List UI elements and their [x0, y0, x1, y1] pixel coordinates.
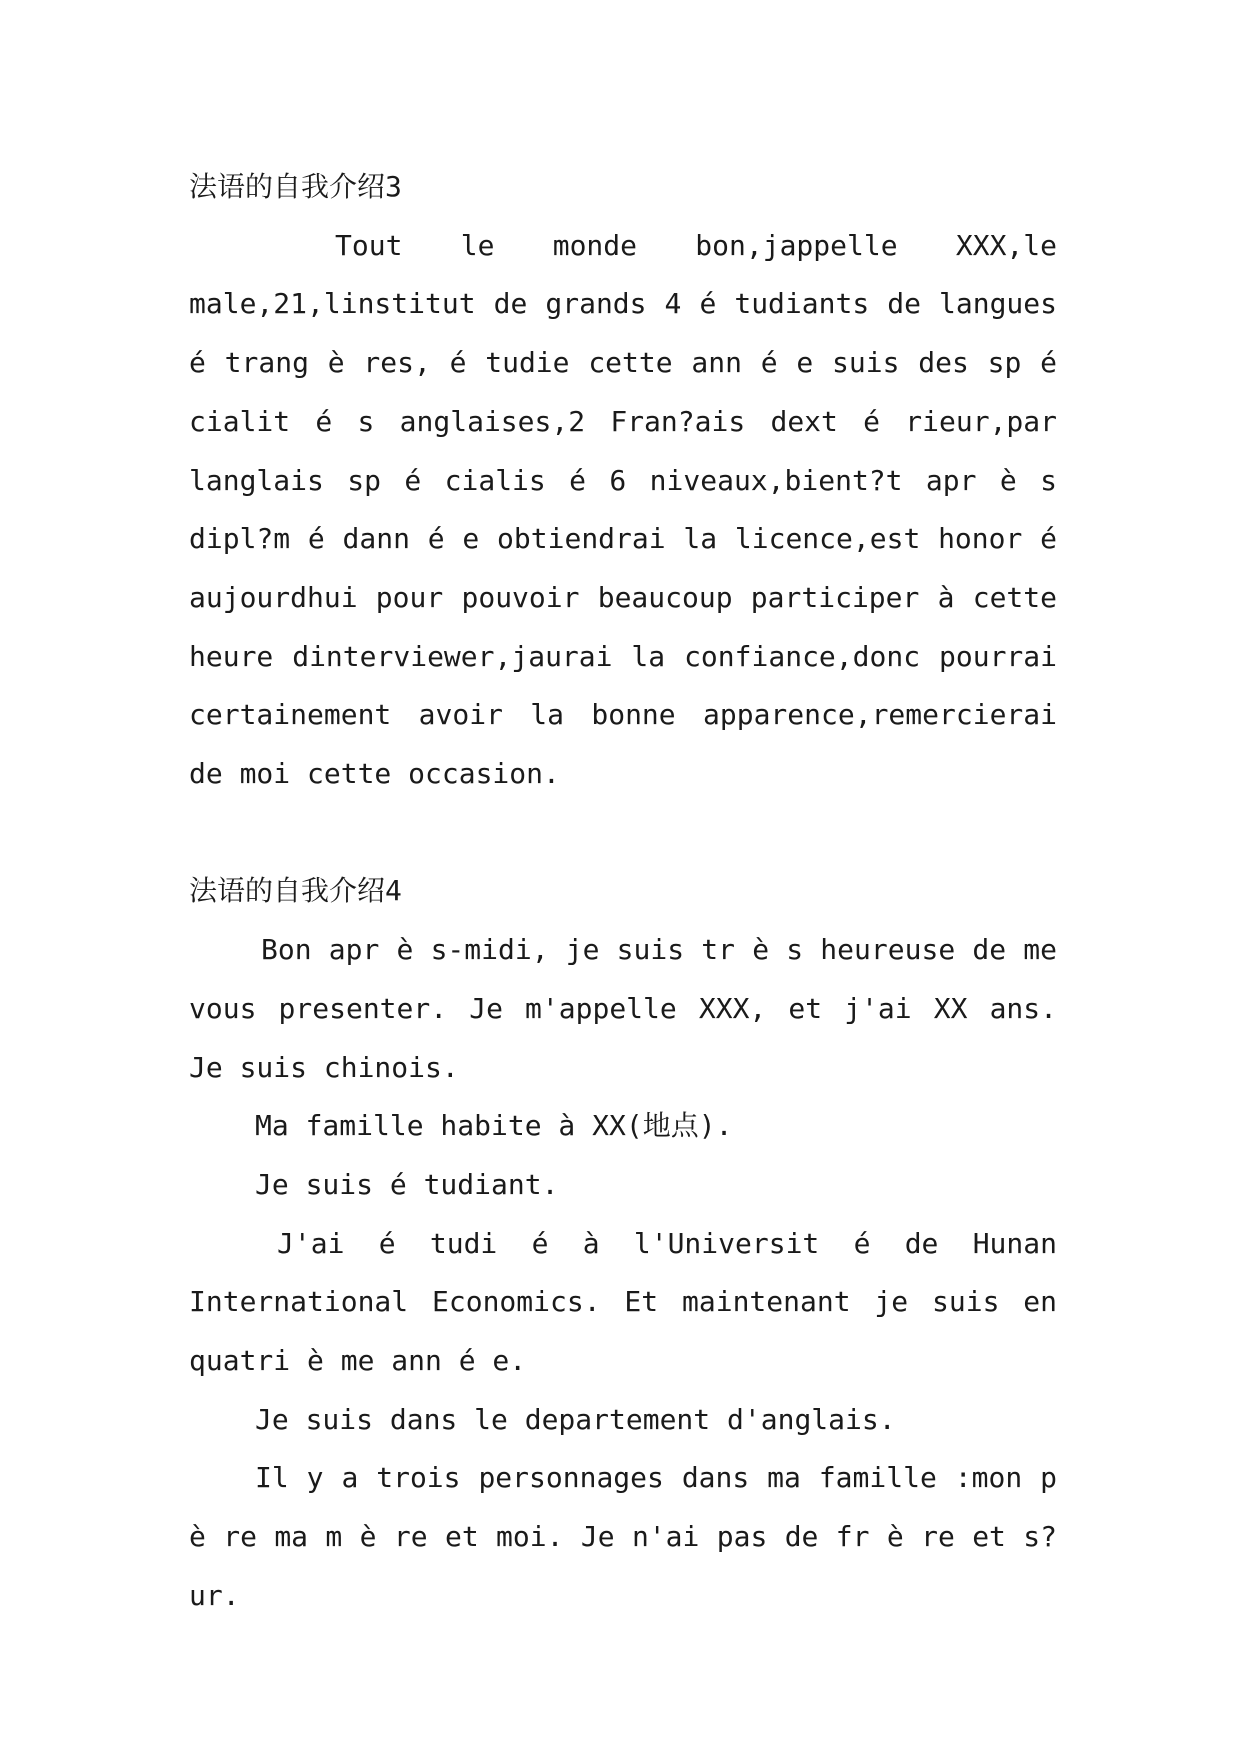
section-4-heading: 法语的自我介绍4	[189, 874, 402, 908]
section-4-paragraph-1: Bon apr è s-midi, je suis tr è s heureuse de me vous presenter. Je m'appelle XXX, et j'ai XX ans. Je suis chinois.	[189, 933, 1057, 1084]
section-spacer	[189, 804, 1057, 863]
section-4-paragraph-5: Je suis dans le departement d'anglais.	[255, 1402, 896, 1436]
document-body	[189, 158, 1057, 1626]
section-4-paragraph-6: Il y a trois personnages dans ma famille :mon p è re ma m è re et moi. Je n'ai pas de fr è re et s?ur.	[189, 1461, 1057, 1612]
section-4-paragraph-2: Ma famille habite à XX(地点).	[255, 1109, 733, 1143]
section-3-heading: 法语的自我介绍3	[189, 170, 402, 203]
section-4-paragraph-3: Je suis é tudiant.	[255, 1167, 559, 1201]
section-4-paragraph-4: J'ai é tudi é à l'Universit é de Hunan International Economics. Et maintenant je suis en quatri è me ann é e.	[189, 1226, 1057, 1378]
section-3-paragraph: Tout le monde bon,jappelle XXX,le male,21,linstitut de grands 4 é tudiants de langues é trang è res, é tudie cette ann é e suis des sp é cialit é s anglaises,2 Fran?ais dext é rieur,par langlais sp é cialis é 6 niveaux,bient?t apr è s dipl?m é dann é e obtiendrai la licence,est honor é aujourdhui pour pouvoir beaucoup participer à cette heure dinterviewer,jaurai la confiance,donc pourrai certainement avoir la bonne apparence,remercierai de moi cette occasion.	[189, 228, 1057, 791]
